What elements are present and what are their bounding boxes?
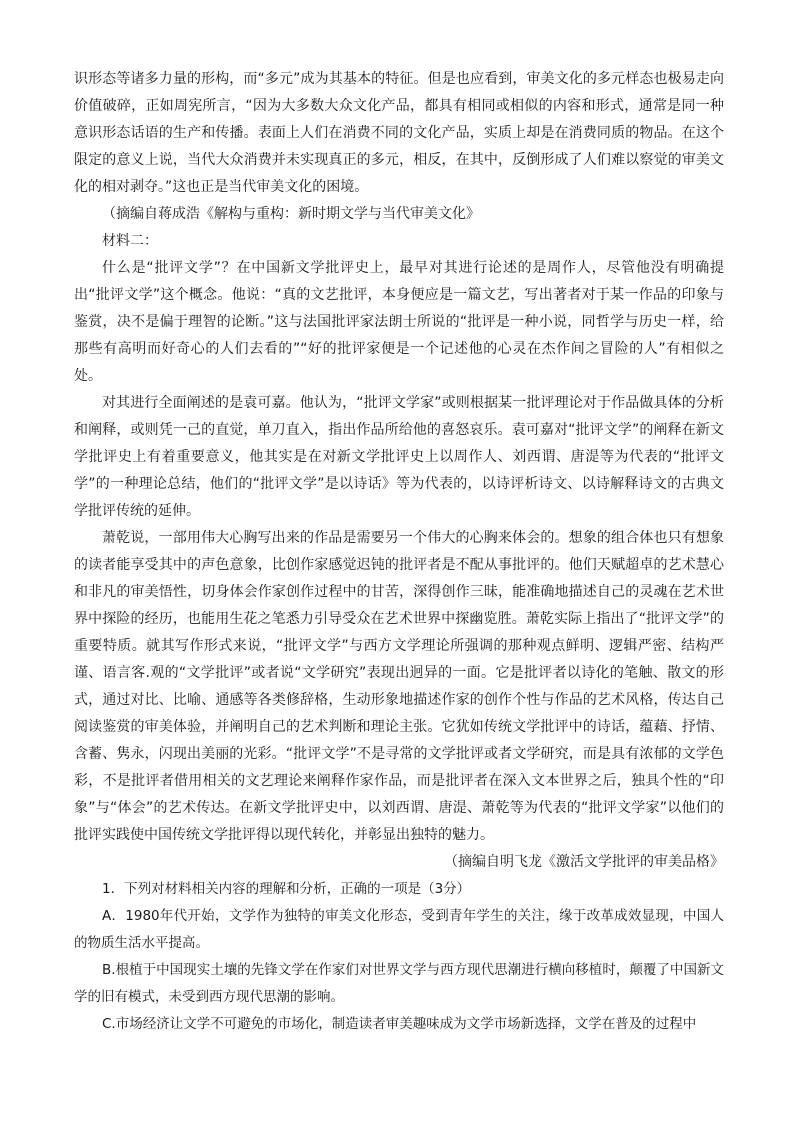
question1-option-a: A．1980年代开始，文学作为独特的审美文化形态，受到青年学生的关注，缘于改革成效显现，中国人的物质生活水平提高。 — [74, 908, 724, 951]
material2-paragraph-3: 萧乾说，一部用伟大心胸写出来的作品是需要另一个伟大的心胸来体会的。想象的组合体也只有想象的读者能享受其中的声色意象，比创作家感觉迟钝的批评者是不配从事批评的。他们天赋超卓的艺术慧心和非凡的审美悟性，切身体会作家创作过程中的甘苦，深得创作三昧，能准确地描述自己的灵魂在艺术世界中探险的经历，也能用生花之笔悉力引导受众在艺术世界中探幽览胜。萧乾实际上指出了“批评文学”的重要特质。就其写作形式来说，“批评文学”与西方文学理论所强调的那种观点鲜明、逻辑严密、结构严谨、语言客.观的“文学批评”或者说“文学研究”表现出迥异的一面。它是批评者以诗化的笔触、散文的形式，通过对比、比喻、通感等各类修辞格，生动形象地描述作家的创作个性与作品的艺术风格，传达自己阅读鉴赏的审美体验，并阐明自己的艺术判断和理论主张。它犹如传统文学批评中的诗话，蕴藉、抒情、含蓄、隽永，闪现出美丽的光彩。“批评文学”不是寻常的文学批评或者文学研究，而是具有浓郁的文学色彩，不是批评者借用相关的文艺理论来阐释作家作品，而是批评者在深入文本世界之后，独具个性的“印象”与“体会”的艺术传达。在新文学批评史中，以刘西谓、唐湜、萧乾等为代表的“批评文学家”以他们的批评实践使中国传统文学批评得以现代转化，并彰显出独特的魅力。 — [74, 530, 724, 843]
material2-source: （摘编自明飞龙《激活文学批评的审美品格》 — [444, 854, 724, 870]
material2-paragraph-2: 对其进行全面阐述的是袁可嘉。他认为，“批评文学家”或则根据某一批评理论对于作品做具体的分析和阐释，或则凭一己的直觉，单刀直入，指出作品所给他的喜怒哀乐。袁可嘉对“批评文学”的阐释在新文学批评史上有着重要意义，他其实是在对新文学批评史上以周作人、刘西谓、唐湜等为代表的“批评文学”的一种理论总结，他们的“批评文学”是以诗话》等为代表的，以诗评析诗文、以诗解释诗文的古典文学批评传统的延伸。 — [74, 395, 724, 519]
material2-label: 材料二： — [102, 233, 158, 249]
document-body — [74, 66, 724, 1038]
material2-paragraph-1: 什么是“批评文学”？在中国新文学批评史上，最早对其进行论述的是周作人，尽管他没有明确提出“批评文学”这个概念。他说：“真的文艺批评，本身便应是一篇文艺，写出著者对于某一作品的印象与鉴赏，决不是偏于理智的论断。”这与法国批评家法朗士所说的“批评是一种小说，同哲学与历史一样，给那些有高明而好奇心的人们去看的”“好的批评家便是一个记述他的心灵在杰作间之冒险的人”有相似之处。 — [74, 260, 724, 384]
question1-option-c: C.市场经济让文学不可避免的市场化，制造读者审美趣味成为文学市场新选择，文学在普及的过程中 — [102, 1016, 697, 1032]
question1-option-b: B.根植于中国现实土壤的先锋文学在作家们对世界文学与西方现代思潮进行横向移植时，颠覆了中国新文学的旧有模式，未受到西方现代思潮的影响。 — [74, 962, 724, 1005]
material1-source: （摘编自蒋成浩《解构与重构：新时期文学与当代审美文化》 — [102, 206, 480, 222]
question1-stem: 1．下列对材料相关内容的理解和分析，正确的一项是（3分） — [102, 881, 471, 897]
material1-tail-paragraph: 识形态等诸多力量的形构，而“多元”成为其基本的特征。但是也应看到，审美文化的多元样态也极易走向价值破碎，正如周宪所言，“因为大多数大众文化产品，都具有相同或相似的内容和形式，通常是同一种意识形态话语的生产和传播。表面上人们在消费不同的文化产品，实质上却是在消费同质的物品。在这个限定的意义上说，当代大众消费并未实现真正的多元，相反，在其中，反倒形成了人们难以察觉的审美文化的相对剥夺。”这也正是当代审美文化的困境。 — [74, 71, 724, 195]
